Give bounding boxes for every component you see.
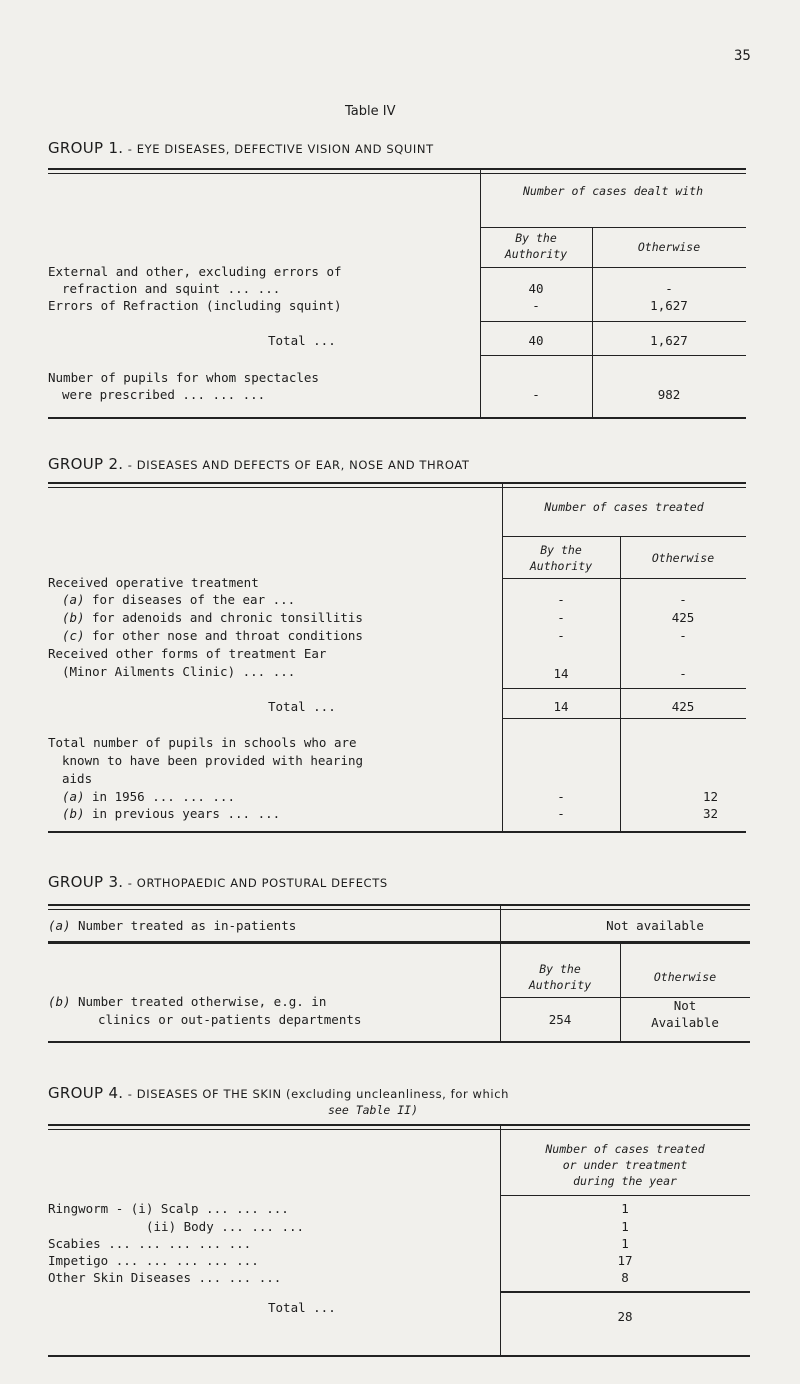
rule <box>48 417 746 419</box>
table-row-value: 1 <box>621 1236 629 1251</box>
cell-value: 425 <box>671 610 695 625</box>
group4-heading-text: - DISEASES OF THE SKIN (excluding uncleanliness, for which <box>127 1087 510 1101</box>
rule <box>48 173 746 174</box>
row-label: clinics or out-patients departments <box>98 1012 362 1027</box>
rule <box>48 909 750 910</box>
group1-heading <box>48 139 434 157</box>
subheader-authority-l1: By the <box>515 231 557 245</box>
group1-heading-text: - EYE DISEASES, DEFECTIVE VISION AND SQUINT <box>127 142 434 156</box>
group3-heading <box>48 873 388 891</box>
cell-value: 14 <box>553 699 569 714</box>
subheader-authority-l2: Authority <box>528 978 592 992</box>
column-header: Number of cases dealt with <box>522 184 703 198</box>
group2-heading-text: - DISEASES AND DEFECTS OF EAR, NOSE AND THROAT <box>127 458 470 472</box>
total-label: Total ... <box>268 699 336 714</box>
cell-value: 14 <box>553 666 569 681</box>
group2-heading-num: GROUP 2. <box>48 455 124 473</box>
cell-value: Available <box>651 1015 719 1030</box>
cell-value: - <box>532 298 540 313</box>
row-label: External and other, excluding errors of <box>48 264 342 279</box>
table-row-value: 8 <box>621 1270 629 1285</box>
row-label: aids <box>62 771 93 786</box>
group2-heading <box>48 455 470 473</box>
row-label: were prescribed ... ... ... <box>62 387 266 402</box>
cell-value: - <box>679 628 687 643</box>
table-row-label: Ringworm - (i) Scalp ... ... ... <box>48 1201 289 1216</box>
rule <box>48 904 750 906</box>
table-row-value: 17 <box>617 1253 633 1268</box>
row-label: (Minor Ailments Clinic) ... ... <box>62 664 296 679</box>
row-label: Number treated otherwise, e.g. in <box>78 994 327 1009</box>
table-row-value: 1 <box>621 1201 629 1216</box>
rule <box>502 578 746 579</box>
subheader-otherwise: Otherwise <box>637 240 701 254</box>
cell-value: - <box>557 592 565 607</box>
cell-value: - <box>665 281 673 296</box>
cell-value: - <box>557 628 565 643</box>
total-label: Total ... <box>268 1300 336 1315</box>
rule <box>500 1195 750 1196</box>
row-label: in 1956 ... ... ... <box>92 789 235 804</box>
row-tag: (a) <box>48 918 71 933</box>
rule <box>48 941 750 944</box>
column-header-l3: during the year <box>573 1174 677 1188</box>
row-label: refraction and squint ... ... <box>62 281 281 296</box>
cell-value: 40 <box>528 333 544 348</box>
row-label: for other nose and throat conditions <box>92 628 363 643</box>
row-label: for adenoids and chronic tonsillitis <box>92 610 363 625</box>
rule <box>480 267 746 268</box>
row-label: known to have been provided with hearing <box>62 753 364 768</box>
rule <box>502 536 746 537</box>
group3-heading-text: - ORTHOPAEDIC AND POSTURAL DEFECTS <box>127 876 388 890</box>
rule <box>480 227 746 228</box>
subheader-otherwise: Otherwise <box>653 970 717 984</box>
subheader-otherwise: Otherwise <box>651 551 715 565</box>
rule <box>502 718 746 719</box>
total-label: Total ... <box>268 333 336 348</box>
row-label: Received operative treatment <box>48 575 259 590</box>
rule <box>48 1124 750 1126</box>
group4-heading-num: GROUP 4. <box>48 1084 124 1102</box>
subheader-authority-l1: By the <box>540 543 582 557</box>
row-tag: (b) <box>62 610 85 625</box>
row-label: in previous years ... ... <box>92 806 281 821</box>
rule <box>502 688 746 689</box>
rule <box>48 1041 750 1043</box>
rule <box>48 1355 750 1357</box>
row-tag: (c) <box>62 628 85 643</box>
row-tag: (b) <box>48 994 71 1009</box>
group4-heading-l2: see Table II) <box>328 1103 419 1117</box>
cell-value: 40 <box>528 281 544 296</box>
column-header-l2: or under treatment <box>562 1158 688 1172</box>
rule <box>480 321 746 322</box>
table-title: Table IV <box>345 104 396 119</box>
cell-value: - <box>532 387 540 402</box>
row-label: Received other forms of treatment Ear <box>48 646 327 661</box>
row-tag: (a) <box>62 592 85 607</box>
rule <box>480 355 746 356</box>
column-header: Number of cases treated <box>544 500 704 514</box>
group1-heading-num: GROUP 1. <box>48 139 124 157</box>
page-number: 35 <box>734 48 751 64</box>
cell-value: 254 <box>548 1012 572 1027</box>
row-tag: (a) <box>62 789 85 804</box>
cell-value: - <box>679 666 687 681</box>
cell-value: 12 <box>702 789 718 804</box>
row-label: for diseases of the ear ... <box>92 592 296 607</box>
total-value: 28 <box>617 1309 633 1324</box>
table-row-value: 1 <box>621 1219 629 1234</box>
group4-heading <box>48 1084 509 1102</box>
cell-value: 32 <box>702 806 718 821</box>
cell-value: - <box>557 610 565 625</box>
table-row-label: Scabies ... ... ... ... ... <box>48 1236 252 1251</box>
cell-value: - <box>557 789 565 804</box>
row-label: Number treated as in-patients <box>78 918 297 933</box>
subheader-authority-l1: By the <box>539 962 581 976</box>
row-label: Errors of Refraction (including squint) <box>48 298 342 313</box>
cell-value: 425 <box>671 699 695 714</box>
cell-value: Not <box>673 998 697 1013</box>
rule <box>500 1291 750 1293</box>
cell-value: - <box>679 592 687 607</box>
cell-value: Not available <box>606 918 704 933</box>
group3-heading-num: GROUP 3. <box>48 873 124 891</box>
table-row-label: Impetigo ... ... ... ... ... <box>48 1253 259 1268</box>
row-label: Number of pupils for whom spectacles <box>48 370 319 385</box>
row-tag: (b) <box>62 806 85 821</box>
cell-value: 1,627 <box>650 298 688 313</box>
rule <box>48 1129 750 1130</box>
rule <box>48 831 746 833</box>
rule <box>48 168 746 170</box>
rule <box>48 482 746 484</box>
column-divider <box>620 537 621 832</box>
cell-value: 1,627 <box>650 333 688 348</box>
column-header-l1: Number of cases treated <box>545 1142 705 1156</box>
row-label: Total number of pupils in schools who are <box>48 735 357 750</box>
table-row-label: (ii) Body ... ... ... <box>146 1219 305 1234</box>
subheader-authority-l2: Authority <box>504 247 568 261</box>
subheader-authority-l2: Authority <box>529 559 593 573</box>
cell-value: 982 <box>657 387 681 402</box>
table-row-label: Other Skin Diseases ... ... ... <box>48 1270 282 1285</box>
cell-value: - <box>557 806 565 821</box>
rule <box>48 487 746 488</box>
